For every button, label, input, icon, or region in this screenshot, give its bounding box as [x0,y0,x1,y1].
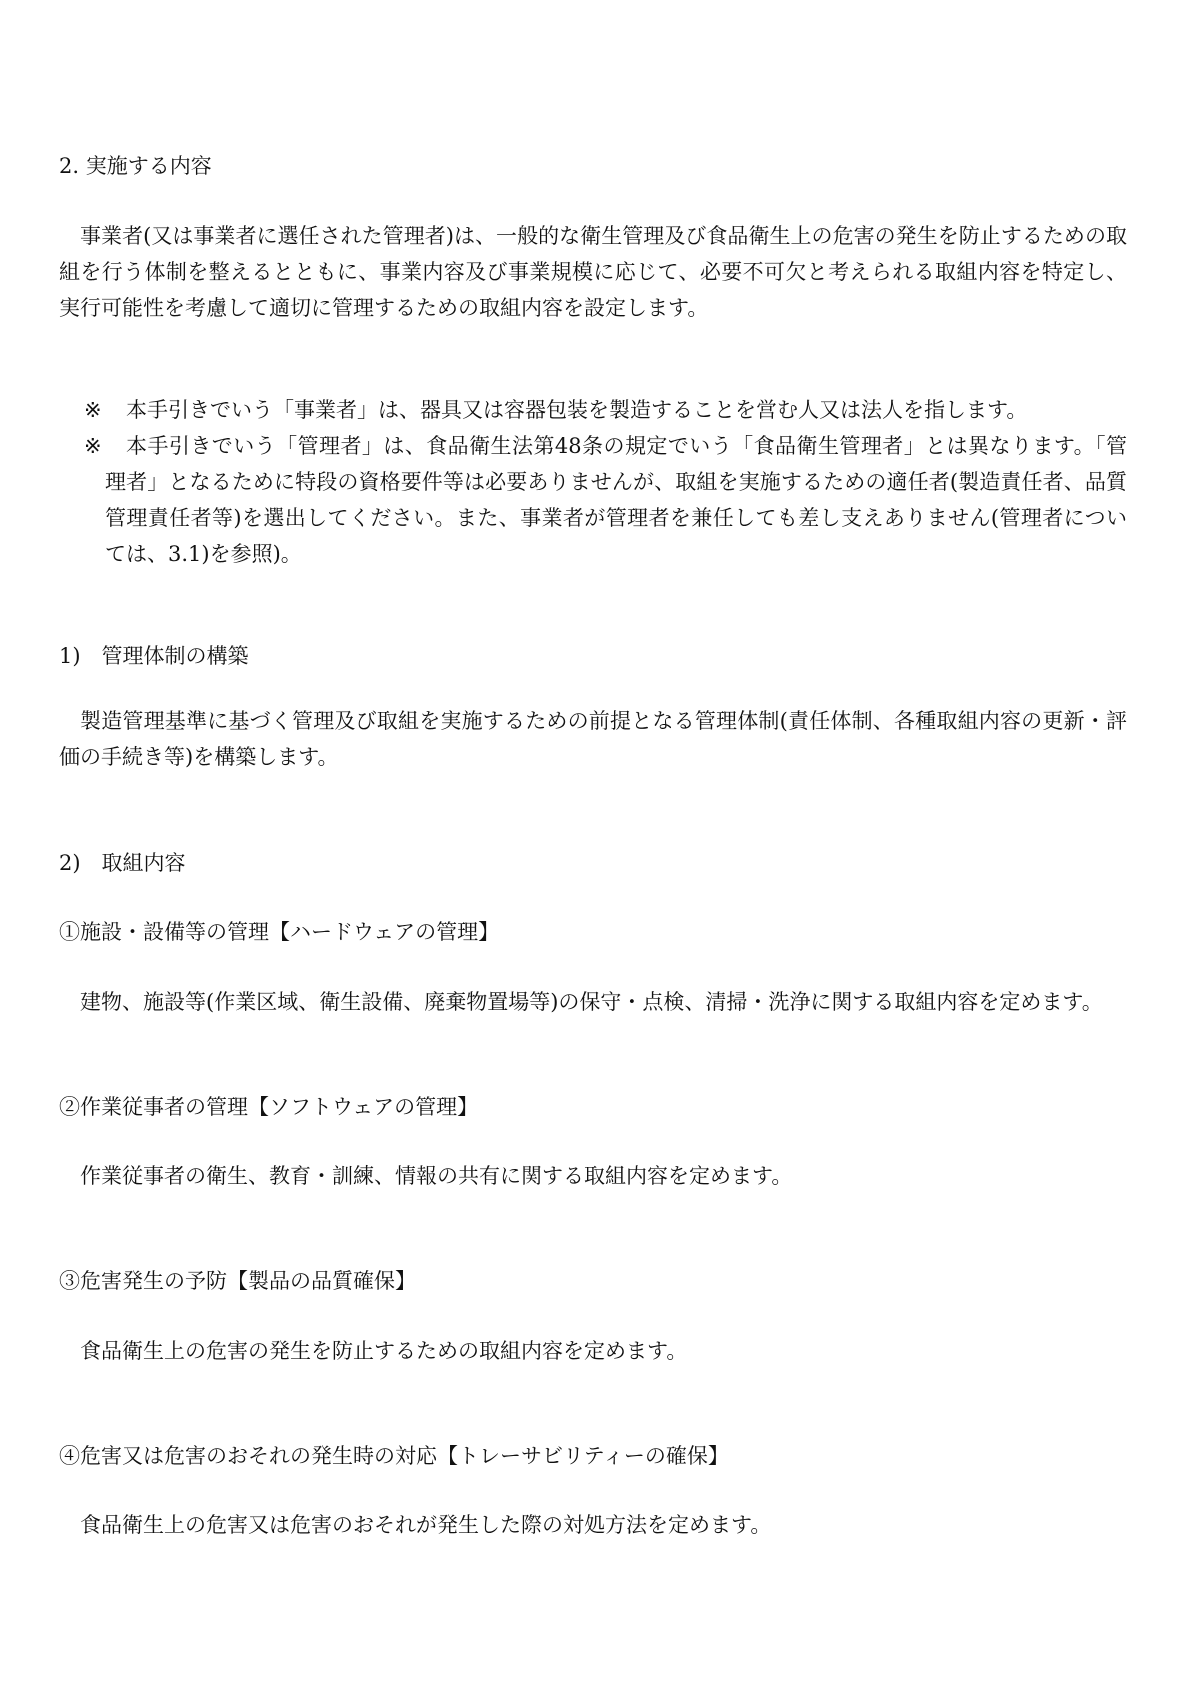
note-text: 本手引きでいう「事業者」は、器具又は容器包装を製造することを営む人又は法人を指します。 [126,398,1028,422]
reference-mark: ※ [84,434,102,458]
note-text: 本手引きでいう「管理者」は、食品衛生法第48条の規定でいう「食品衛生管理者」とは異なります。「管理者」となるために特段の資格要件等は必要ありませんが、取組を実施するための適任者(製造責任者、品質管理責任者等)を選出してください。また、事業者が管理者を兼任しても差し支えありません(管理者については、3.1)を参照)。 [105,434,1127,566]
item-title: ④危害又は危害のおそれの発生時の対応【トレーサビリティーの確保】 [59,1444,729,1468]
notes-list [84,392,1127,572]
item-title: ③危害発生の予防【製品の品質確保】 [59,1269,416,1293]
subsection-2-title: 2) 取組内容 [59,851,186,875]
note-item [84,392,1127,428]
item-title: ①施設・設備等の管理【ハードウェアの管理】 [59,920,500,944]
section-title: 2. 実施する内容 [59,154,212,178]
intro-paragraph: 事業者(又は事業者に選任された管理者)は、一般的な衛生管理及び食品衛生上の危害の発生を防止するための取組を行う体制を整えるとともに、事業内容及び事業規模に応じて、必要不可欠と考えられる取組内容を特定し、実行可能性を考慮して適切に管理するための取組内容を設定します。 [59,224,1127,320]
item-body: 食品衛生上の危害の発生を防止するための取組内容を定めます。 [80,1339,688,1363]
subsection-1-body: 製造管理基準に基づく管理及び取組を実施するための前提となる管理体制(責任体制、各種取組内容の更新・評価の手続き等)を構築します。 [59,709,1127,769]
subsection-1-title: 1) 管理体制の構築 [59,644,249,668]
note-item [84,428,1127,572]
reference-mark: ※ [84,398,102,422]
item-body: 作業従事者の衛生、教育・訓練、情報の共有に関する取組内容を定めます。 [80,1164,793,1188]
item-title: ②作業従事者の管理【ソフトウェアの管理】 [59,1095,479,1119]
item-body: 食品衛生上の危害又は危害のおそれが発生した際の対処方法を定めます。 [80,1513,772,1537]
item-body: 建物、施設等(作業区域、衛生設備、廃棄物置場等)の保守・点検、清掃・洗浄に関する取組内容を定めます。 [80,990,1103,1014]
